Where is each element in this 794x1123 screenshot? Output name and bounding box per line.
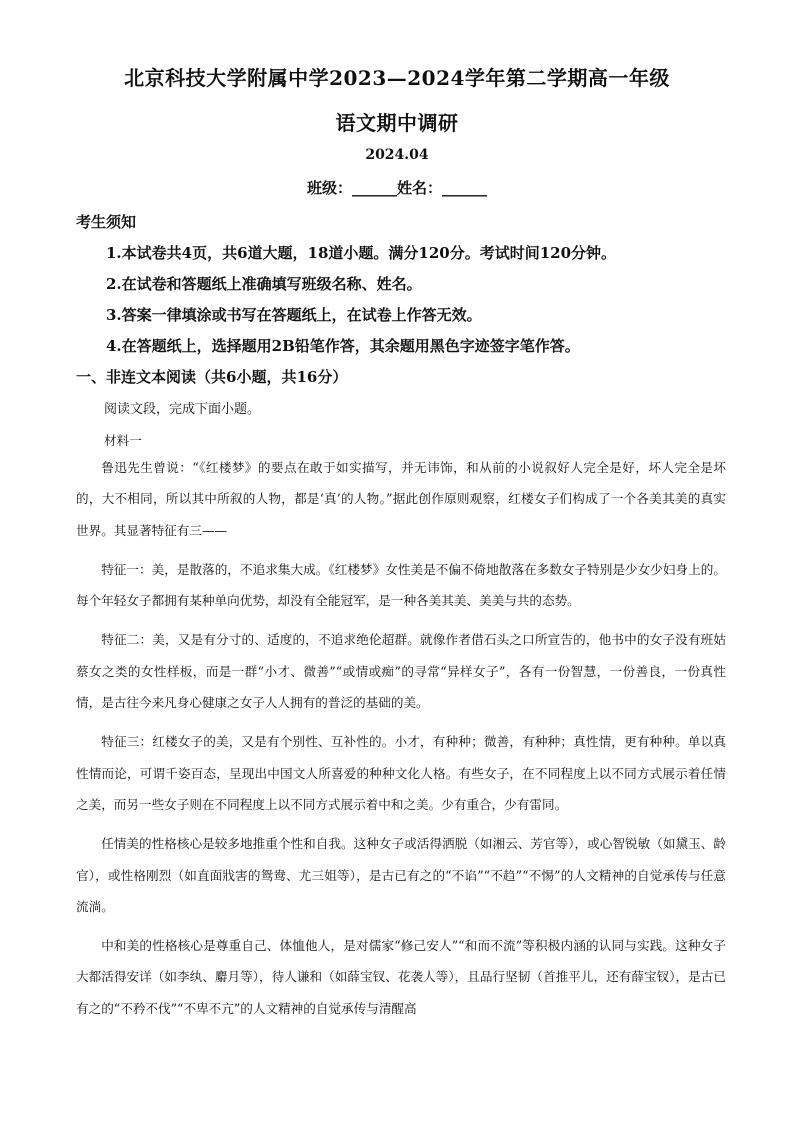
class-name-line: 班级：______姓名：______ [306,179,487,197]
notice-item-1: 1.本试卷共4页，共6道大题，18道小题。满分120分。考试时间120分钟。 [106,244,617,262]
section-1-heading: 一、非连文本阅读（共6小题，共16分） [76,368,348,386]
notice-item-2: 2.在试卷和答题纸上准确填写班级名称、姓名。 [106,275,422,293]
material-paragraph: 特征一：美，是散落的，不追求集大成。《红楼梦》女性美是不偏不倚地散落在多数女子特别是少女少妇身上的。每个年轻女子都拥有某种单向优势，却没有全能冠军，是一种各美其美、美美与共的态势。 [76,561,726,609]
exam-date: 2024.04 [365,147,429,163]
section-1-instruction: 阅读文段，完成下面小题。 [104,402,261,417]
material-text [76,452,726,1032]
material-paragraph: 特征二：美，又是有分寸的、适度的，不追求绝伦超群。就像作者借石头之口所宣告的，他书中的女子没有班姑蔡女之类的女性样板，而是一群“小才、微善”“或情或痴”的寻常“异样女子”，各有一份智慧，一份善良，一份真性情，是古往今来凡身心健康之女子人人拥有的普泛的基础的美。 [76,632,726,711]
notice-item-3: 3.答案一律填涂或书写在答题纸上，在试卷上作答无效。 [106,306,482,324]
material-paragraph: 特征三：红楼女子的美，又是有个别性、互补性的。小才，有种种；微善，有种种；真性情，更有种种。单以真性情而论，可谓千姿百态，呈现出中国文人所喜爱的种种文化人格。有些女子，在不同程度上以不同方式展示着任情之美，而另一些女子则在不同程度上以不同方式展示着中和之美。少有重合，少有雷同。 [76,734,726,812]
material-paragraph: 任情美的性格核心是较多地推重个性和自我。这种女子或活得洒脱（如湘云、芳官等），或心智锐敏（如黛玉、龄官），或性格刚烈（如直面戕害的鸳鸯、尤三姐等），是古已有之的“不谄”“不趋”“不惕”的人文精神的自觉承传与任意流淌。 [76,836,726,914]
exam-subtitle: 语文期中调研 [335,111,459,135]
material-label: 材料一 [104,433,142,448]
notice-heading: 考生须知 [76,213,137,231]
material-paragraph: 鲁迅先生曾说：“《红楼梦》的要点在敢于如实描写，并无讳饰，和从前的小说叙好人完全是好，坏人完全是坏的，大不相同，所以其中所叙的人物，都是‘真’的人物。”据此创作原则观察，红楼女子们构成了一个各美其美的真实世界。其显著特征有三—— [76,460,726,538]
notice-item-4: 4.在答题纸上，选择题用2B铅笔作答，其余题用黑色字迹签字笔作答。 [106,337,580,355]
material-paragraph: 中和美的性格核心是尊重自己、体恤他人，是对儒家“修己安人”“和而不流”等积极内涵的认同与实践。这种女子大都活得安详（如李纨、麝月等），待人谦和（如薛宝钗、花袭人等），且品行坚韧（首推平儿，还有薛宝钗），是古已有之的“不矜不伐”“不卑不亢”的人文精神的自觉承传与清醒高 [76,938,726,1016]
exam-title: 北京科技大学附属中学2023—2024学年第二学期高一年级 [124,66,670,90]
